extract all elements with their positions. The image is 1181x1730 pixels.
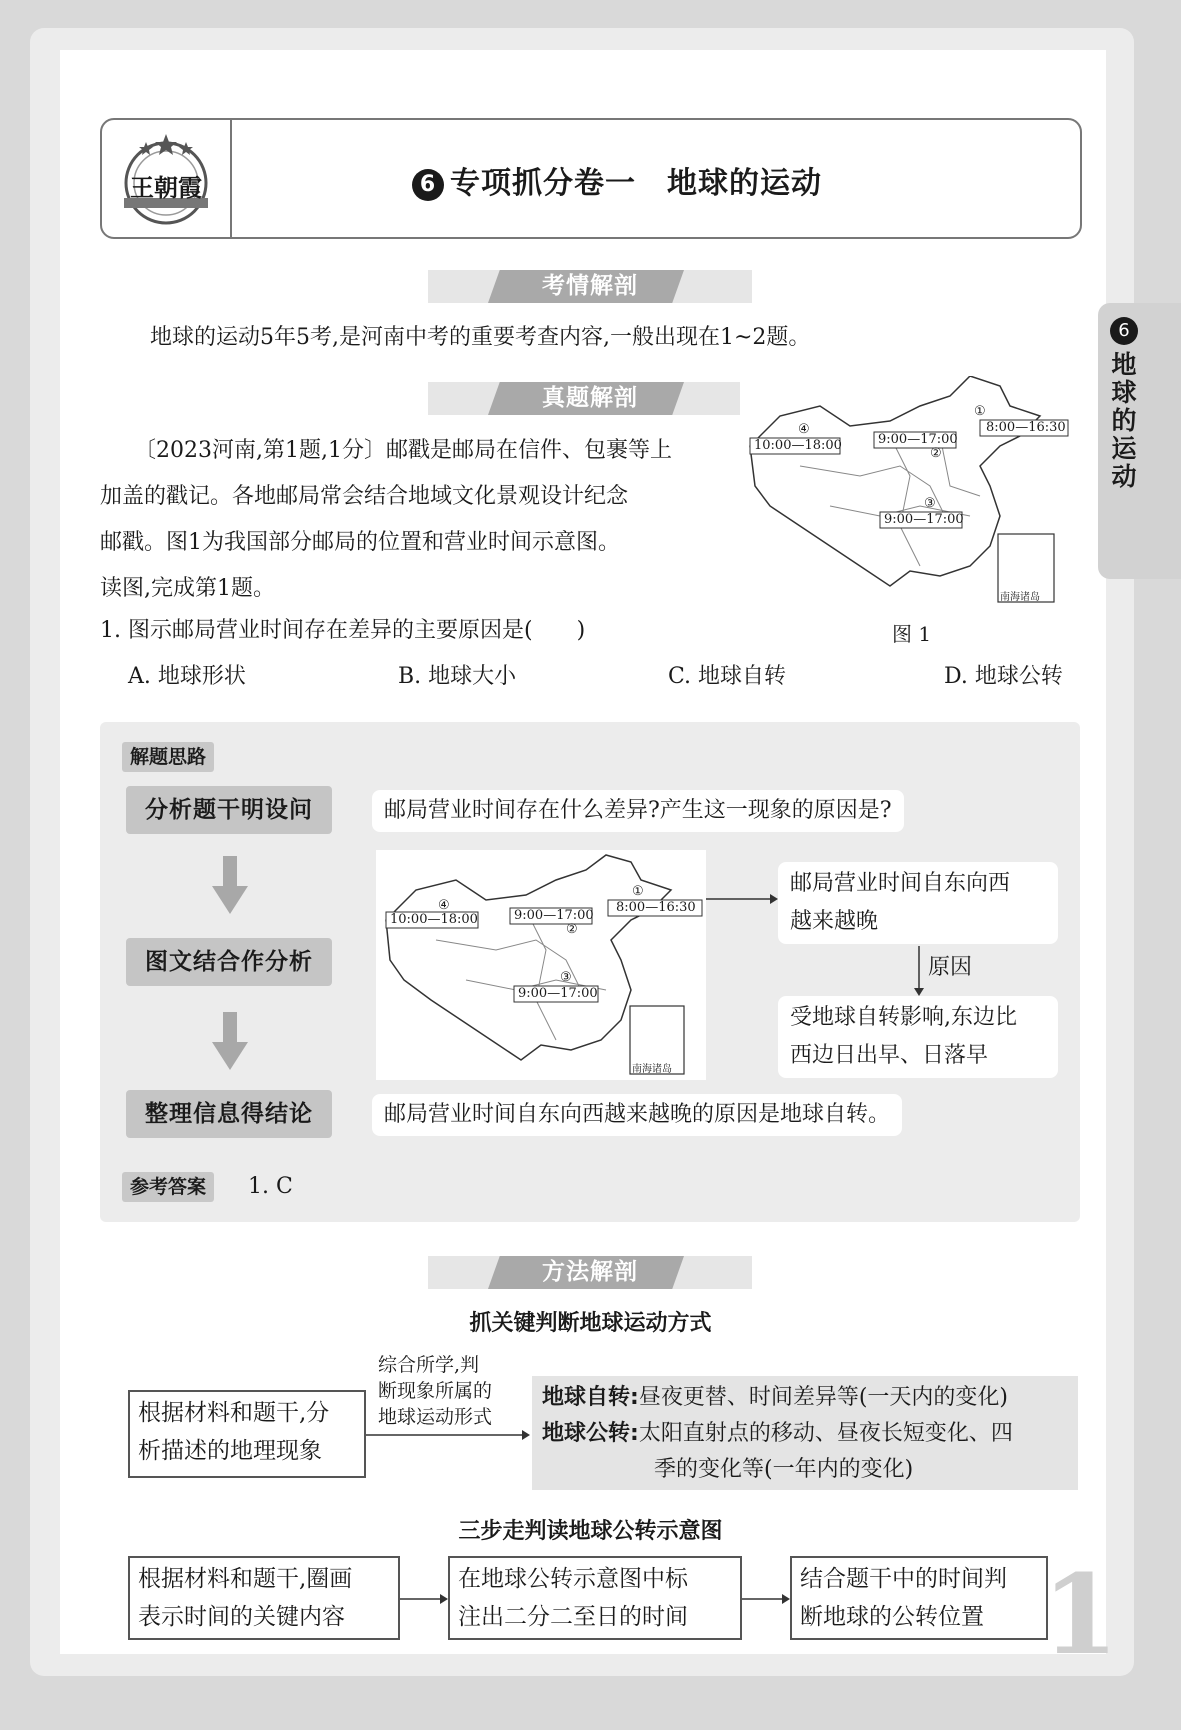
question-intro [100,428,720,612]
method-subtitle-1: 抓关键判断地球运动方式 [469,1311,712,1336]
method-left-box [128,1390,366,1478]
result-box-1 [778,862,1058,944]
result-line: 西边日出早、日落早 [790,1043,989,1068]
side-tab [1098,303,1181,579]
page-number: 1 [1042,1550,1119,1679]
map-time-4: 10:00—18:00 [754,438,842,453]
down-small-arrow-icon [912,946,926,996]
section-label: 考情解剖 [542,273,638,299]
figure-caption: 图 1 [892,622,932,646]
solution-tag: 解题思路 [122,742,214,772]
intro-line: 〔2023河南,第1题,1分〕邮戳是邮局在信件、包裹等上 [134,438,672,463]
rotation-line [542,1380,1068,1416]
intro-line: 加盖的戳记。各地邮局常会结合地域文化景观设计纪念 [100,484,629,509]
map-label-p3: ③ [560,970,572,985]
chapter-number-badge: 6 [412,169,444,201]
reason-label: 原因 [928,955,973,980]
option-a: A. 地球形状 [128,664,246,689]
section-label: 方法解剖 [542,1259,638,1285]
map-label-p4: ④ [798,422,810,437]
logo [116,128,216,228]
map-label-p1: ① [632,884,644,899]
revolution-step-2 [448,1556,742,1640]
arrow-note [378,1352,528,1430]
note-line: 地球运动形式 [378,1406,493,1428]
rotation-label: 地球自转: [542,1385,639,1410]
revolution-text-cont: 季的变化等(一年内的变化) [654,1457,914,1482]
map-time-3: 9:00—17:00 [518,986,598,1001]
map-time-1: 8:00—16:30 [986,420,1066,435]
step-figure-text-analysis: 图文结合作分析 [126,938,332,986]
box-line: 在地球公转示意图中标 [458,1566,688,1592]
map-time-2: 9:00—17:00 [878,432,958,447]
down-arrow-icon [212,1012,248,1070]
side-tab-number: 6 [1110,317,1138,345]
result-line: 受地球自转影响,东边比 [790,1005,1017,1030]
kaoqing-text: 地球的运动5年5考,是河南中考的重要考查内容,一般出现在1~2题。 [150,325,811,350]
revolution-step-3 [790,1556,1048,1640]
header-divider [230,120,232,237]
method-subtitle-2: 三步走判读地球公转示意图 [458,1519,723,1544]
china-map-analysis [376,850,706,1080]
map-label-p2: ② [930,446,942,461]
right-arrow-icon [742,1592,790,1606]
note-line: 断现象所属的 [378,1380,493,1402]
section-label: 真题解剖 [542,385,638,411]
section-header-fangfa [428,1256,752,1289]
map-label-p1: ① [974,404,986,419]
option-c: C. 地球自转 [668,664,787,689]
revolution-step-1 [128,1556,400,1640]
section-header-kaoqing [428,270,752,303]
option-b: B. 地球大小 [398,664,517,689]
map-label-p4: ④ [438,898,450,913]
side-tab-text: 地球的运动 [1111,350,1137,491]
map-label-p3: ③ [924,496,936,511]
box-line: 结合题干中的时间判 [800,1566,1007,1592]
result-line: 越来越晚 [790,909,879,934]
map-inset-label: 南海诸岛 [632,1064,672,1075]
answer-tag: 参考答案 [122,1172,214,1202]
option-d: D. 地球公转 [944,664,1063,689]
box-line: 根据材料和题干,分 [138,1400,330,1426]
page-title [412,158,822,202]
logo-text: 王朝霞 [130,173,202,202]
question-pill: 邮局营业时间存在什么差异?产生这一现象的原因是? [372,790,904,832]
intro-line: 邮戳。图1为我国部分邮局的位置和营业时间示意图。 [100,530,620,555]
box-line: 析描述的地理现象 [138,1438,322,1464]
map-label-p2: ② [566,922,578,937]
rotation-text: 昼夜更替、时间差异等(一天内的变化) [638,1385,1008,1410]
right-arrow-icon [706,892,778,906]
section-header-zhenti [428,382,752,415]
motion-type-box [532,1376,1078,1490]
down-arrow-icon [212,856,248,914]
box-line: 表示时间的关键内容 [138,1604,345,1630]
right-arrow-icon [366,1428,530,1442]
box-line: 断地球的公转位置 [800,1604,984,1630]
map-time-1: 8:00—16:30 [616,900,696,915]
map-inset-label: 南海诸岛 [1000,592,1040,603]
note-line: 综合所学,判 [378,1354,480,1376]
box-line: 注出二分二至日的时间 [458,1604,688,1630]
question-stem: 1. 图示邮局营业时间存在差异的主要原因是( ) [100,618,586,643]
map-time-3: 9:00—17:00 [884,512,964,527]
map-time-4: 10:00—18:00 [390,912,478,927]
answer-text: 1. C [248,1174,293,1199]
right-arrow-icon [400,1592,448,1606]
title-text: 专项抓分卷一 地球的运动 [450,166,822,201]
revolution-label: 地球公转: [542,1421,639,1446]
map-time-2: 9:00—17:00 [514,908,594,923]
step-conclusion: 整理信息得结论 [126,1090,332,1138]
revolution-text: 太阳直射点的移动、昼夜长短变化、四 [638,1421,1013,1446]
result-line: 邮局营业时间自东向西 [790,871,1011,896]
step-analyze-question: 分析题干明设问 [126,786,332,834]
china-map-figure-1 [740,376,1076,606]
result-box-2 [778,996,1058,1078]
intro-line: 读图,完成第1题。 [100,576,275,601]
conclusion-pill: 邮局营业时间自东向西越来越晚的原因是地球自转。 [372,1094,902,1136]
box-line: 根据材料和题干,圈画 [138,1566,353,1592]
revolution-line [542,1416,1068,1452]
